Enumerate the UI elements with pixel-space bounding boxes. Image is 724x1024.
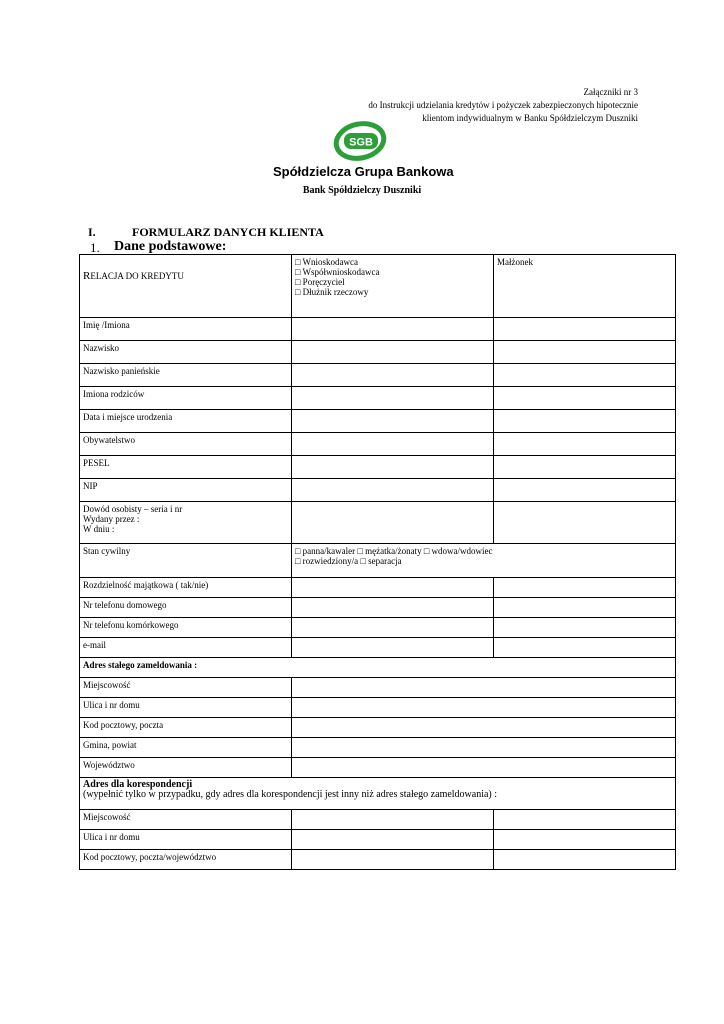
marital-options-line-2[interactable]: □ rozwiedziony/a □ separacja <box>295 556 402 566</box>
correspondence-header <box>80 778 676 810</box>
field-label: Imię /Imiona <box>80 318 292 341</box>
option-co-applicant[interactable]: □ Współwnioskodawca <box>295 267 380 277</box>
field-label: Nr telefonu komórkowego <box>80 618 292 638</box>
spouse-input-cell[interactable] <box>494 341 676 364</box>
table-row <box>80 810 676 830</box>
table-row <box>80 578 676 598</box>
input-cell[interactable] <box>292 678 676 698</box>
correspondence-note: (wypełnić tylko w przypadku, gdy adres dla korespondencji jest inny niż adres stałego zameldowania) : <box>83 789 498 800</box>
id-line-3: W dniu : <box>83 524 115 534</box>
bank-name: Bank Spółdzielczy Duszniki <box>302 185 422 196</box>
correspondence-heading <box>80 778 676 810</box>
input-cell[interactable] <box>292 598 494 618</box>
spouse-input-cell[interactable] <box>494 578 676 598</box>
field-label: Stan cywilny <box>80 544 292 578</box>
table-row <box>80 618 676 638</box>
table-row <box>80 456 676 479</box>
table-row <box>80 433 676 456</box>
correspondence-title: Adres dla korespondencji <box>83 779 193 790</box>
id-line-1: Dowód osobisty – seria i nr <box>83 504 183 514</box>
table-row <box>80 341 676 364</box>
table-row <box>80 678 676 698</box>
field-label: Data i miejsce urodzenia <box>80 410 292 433</box>
field-label: e-mail <box>80 638 292 658</box>
spouse-input-cell[interactable] <box>494 618 676 638</box>
spouse-input-cell[interactable] <box>494 387 676 410</box>
field-label: Obywatelstwo <box>80 433 292 456</box>
marital-status-row <box>80 544 676 578</box>
header-line-2: do Instrukcji udzielania kredytów i pożyczek zabezpieczonych hipotecznie <box>368 100 638 110</box>
input-cell[interactable] <box>292 318 494 341</box>
spouse-input-cell[interactable] <box>494 598 676 618</box>
spouse-input-cell[interactable] <box>494 433 676 456</box>
marital-options[interactable] <box>292 544 676 578</box>
field-label: PESEL <box>80 456 292 479</box>
input-cell[interactable] <box>292 638 494 658</box>
header-line-1: Załączniki nr 3 <box>583 87 638 97</box>
input-cell[interactable] <box>292 830 494 850</box>
spouse-input-cell[interactable] <box>494 410 676 433</box>
table-row <box>80 758 676 778</box>
input-cell[interactable] <box>292 758 676 778</box>
field-label: Rozdzielność majątkowa ( tak/nie) <box>80 578 292 598</box>
input-cell[interactable] <box>292 410 494 433</box>
section-title: FORMULARZ DANYCH KLIENTA <box>132 225 324 239</box>
input-cell[interactable] <box>292 718 676 738</box>
input-cell[interactable] <box>292 618 494 638</box>
input-cell[interactable] <box>292 502 494 544</box>
id-document-row <box>80 502 676 544</box>
field-label: Ulica i nr domu <box>80 698 292 718</box>
option-applicant[interactable]: □ Wnioskodawca <box>295 257 359 267</box>
spouse-input-cell[interactable] <box>494 810 676 830</box>
field-label: Imiona rodziców <box>80 387 292 410</box>
relation-label: RELACJA DO KREDYTU <box>80 255 292 318</box>
spouse-input-cell[interactable] <box>494 364 676 387</box>
marital-options-line-1[interactable]: □ panna/kawaler □ mężatka/żonaty □ wdowa/wdowiec <box>295 546 493 556</box>
table-row <box>80 364 676 387</box>
field-label: Nr telefonu domowego <box>80 598 292 618</box>
client-data-form <box>79 254 676 870</box>
table-row <box>80 718 676 738</box>
input-cell[interactable] <box>292 479 494 502</box>
input-cell[interactable] <box>292 456 494 479</box>
field-label: Miejscowość <box>80 678 292 698</box>
input-cell[interactable] <box>292 387 494 410</box>
field-label: Nazwisko <box>80 341 292 364</box>
table-row <box>80 410 676 433</box>
input-cell[interactable] <box>292 738 676 758</box>
subsection-title: Dane podstawowe: <box>114 239 227 254</box>
table-row <box>80 318 676 341</box>
table-row <box>80 698 676 718</box>
option-guarantor[interactable]: □ Poręczyciel <box>295 277 345 287</box>
spouse-input-cell[interactable] <box>494 318 676 341</box>
input-cell[interactable] <box>292 850 494 870</box>
subsection-number: 1. <box>90 240 100 255</box>
input-cell[interactable] <box>292 810 494 830</box>
spouse-header: Małżonek <box>494 255 676 318</box>
section-number: I. <box>88 225 96 239</box>
relation-row <box>80 255 676 318</box>
spouse-input-cell[interactable] <box>494 456 676 479</box>
field-label: Kod pocztowy, poczta <box>80 718 292 738</box>
field-label: Ulica i nr domu <box>80 830 292 850</box>
field-label: NIP <box>80 479 292 502</box>
relation-options[interactable] <box>292 255 494 318</box>
table-row <box>80 830 676 850</box>
table-row <box>80 598 676 618</box>
option-collateral-debtor[interactable]: □ Dłużnik rzeczowy <box>295 287 369 297</box>
spouse-input-cell[interactable] <box>494 479 676 502</box>
permanent-address-title: Adres stałego zameldowania : <box>80 658 676 678</box>
spouse-input-cell[interactable] <box>494 850 676 870</box>
input-cell[interactable] <box>292 364 494 387</box>
field-label: Miejscowość <box>80 810 292 830</box>
table-row <box>80 387 676 410</box>
input-cell[interactable] <box>292 341 494 364</box>
field-label: Nazwisko panieńskie <box>80 364 292 387</box>
table-row <box>80 738 676 758</box>
spouse-input-cell[interactable] <box>494 830 676 850</box>
spouse-input-cell[interactable] <box>494 502 676 544</box>
field-label: Gmina, powiat <box>80 738 292 758</box>
field-label: Kod pocztowy, poczta/województwo <box>80 850 292 870</box>
spouse-input-cell[interactable] <box>494 638 676 658</box>
table-row <box>80 638 676 658</box>
id-line-2: Wydany przez : <box>83 514 140 524</box>
field-label: Województwo <box>80 758 292 778</box>
id-document-label <box>80 502 292 544</box>
brand-name: Spółdzielcza Grupa Bankowa <box>273 164 454 179</box>
input-cell[interactable] <box>292 698 676 718</box>
input-cell[interactable] <box>292 578 494 598</box>
logo-text: SGB <box>349 136 373 149</box>
header-line-3: klientom indywidualnym w Banku Spółdzielczym Duszniki <box>422 113 638 123</box>
table-row <box>80 479 676 502</box>
table-row <box>80 850 676 870</box>
permanent-address-header <box>80 658 676 678</box>
input-cell[interactable] <box>292 433 494 456</box>
